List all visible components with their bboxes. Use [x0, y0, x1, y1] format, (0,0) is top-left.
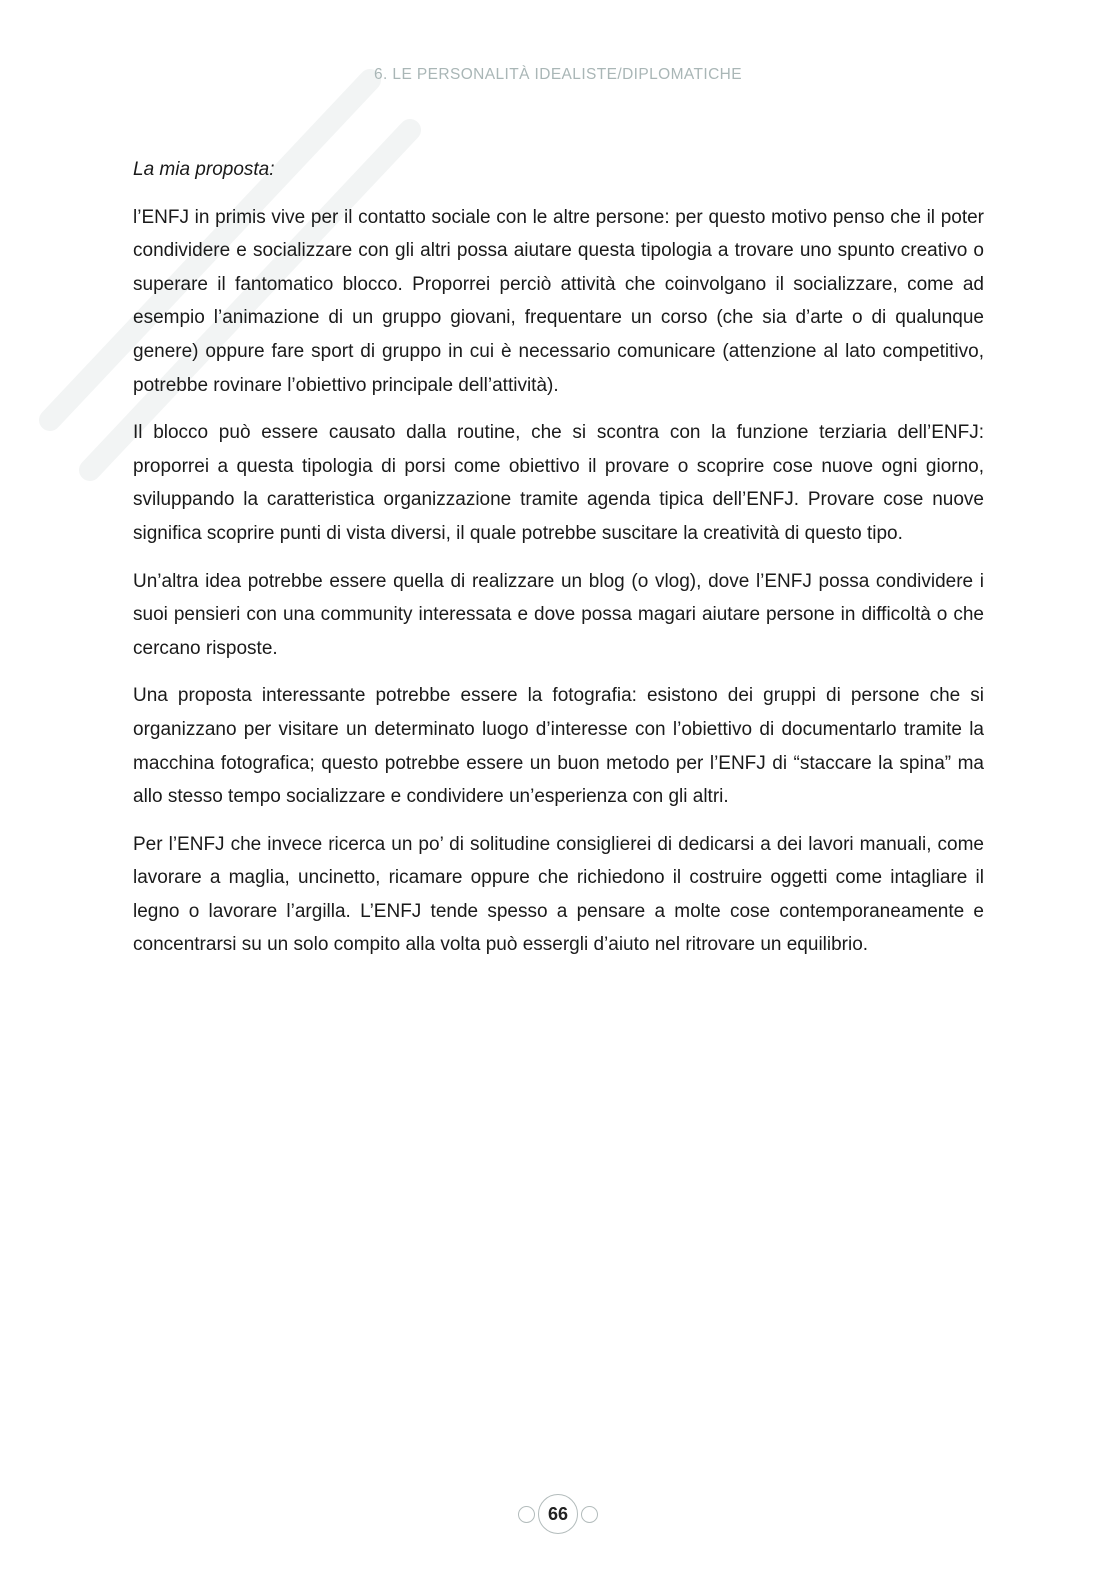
paragraph: l’ENFJ in primis vive per il contatto sociale con le altre persone: per questo motivo penso che il poter condividere e socializzare con gli altri possa aiutare questa tipologia a trovare uno spunto creativo o superare il fantomatico blocco. Proporrei perciò attività che coinvolgano il socializzare, come ad esempio l’animazione di un gruppo giovani, frequentare un corso (che sia d’arte o di qualunque genere) oppure fare sport di gruppo in cui è necessario comunicare (attenzione al lato competitivo, potrebbe rovinare l’obiettivo principale dell’attività).	[133, 206, 984, 396]
left-circle-icon	[518, 1506, 535, 1523]
paragraph: Un’altra idea potrebbe essere quella di realizzare un blog (o vlog), dove l’ENFJ possa condividere i suoi pensieri con una community interessata e dove possa magari aiutare persone in difficoltà o che cercano risposte.	[133, 570, 984, 659]
page-number: 66	[538, 1494, 578, 1534]
paragraph: Il blocco può essere causato dalla routine, che si scontra con la funzione terziaria dell’ENFJ: proporrei a questa tipologia di porsi come obiettivo il provare o scoprire cose nuove ogni giorno, sviluppando la caratteristica organizzazione tramite agenda tipica dell’ENFJ. Provare cose nuove significa scoprire punti di vista diversi, il quale potrebbe suscitare la creatività di questo tipo.	[133, 422, 984, 544]
right-circle-icon	[581, 1506, 598, 1523]
paragraph: Per l’ENFJ che invece ricerca un po’ di solitudine consiglierei di dedicarsi a dei lavori manuali, come lavorare a maglia, uncinetto, ricamare oppure che richiedono il costruire oggetti come intagliare il legno o lavorare l’argilla. L’ENFJ tende spesso a pensare a molte cose contemporaneamente e concentrarsi su un solo compito alla volta può essergli d’aiuto nel ritrovare un equilibrio.	[133, 833, 984, 956]
section-lead: La mia proposta:	[133, 159, 275, 180]
page-number-footer	[0, 1490, 1116, 1538]
main-text	[133, 153, 984, 976]
paragraph: Una proposta interessante potrebbe essere la fotografia: esistono dei gruppi di persone che si organizzano per visitare un determinato luogo d’interesse con l’obiettivo di documentarlo tramite la macchina fotografica; questo potrebbe essere un buon metodo per l’ENFJ di “staccare la spina” ma allo stesso tempo socializzare e condividere un’esperienza con gli altri.	[133, 685, 984, 808]
running-header: 6. LE PERSONALITÀ IDEALISTE/DIPLOMATICHE	[373, 66, 742, 83]
